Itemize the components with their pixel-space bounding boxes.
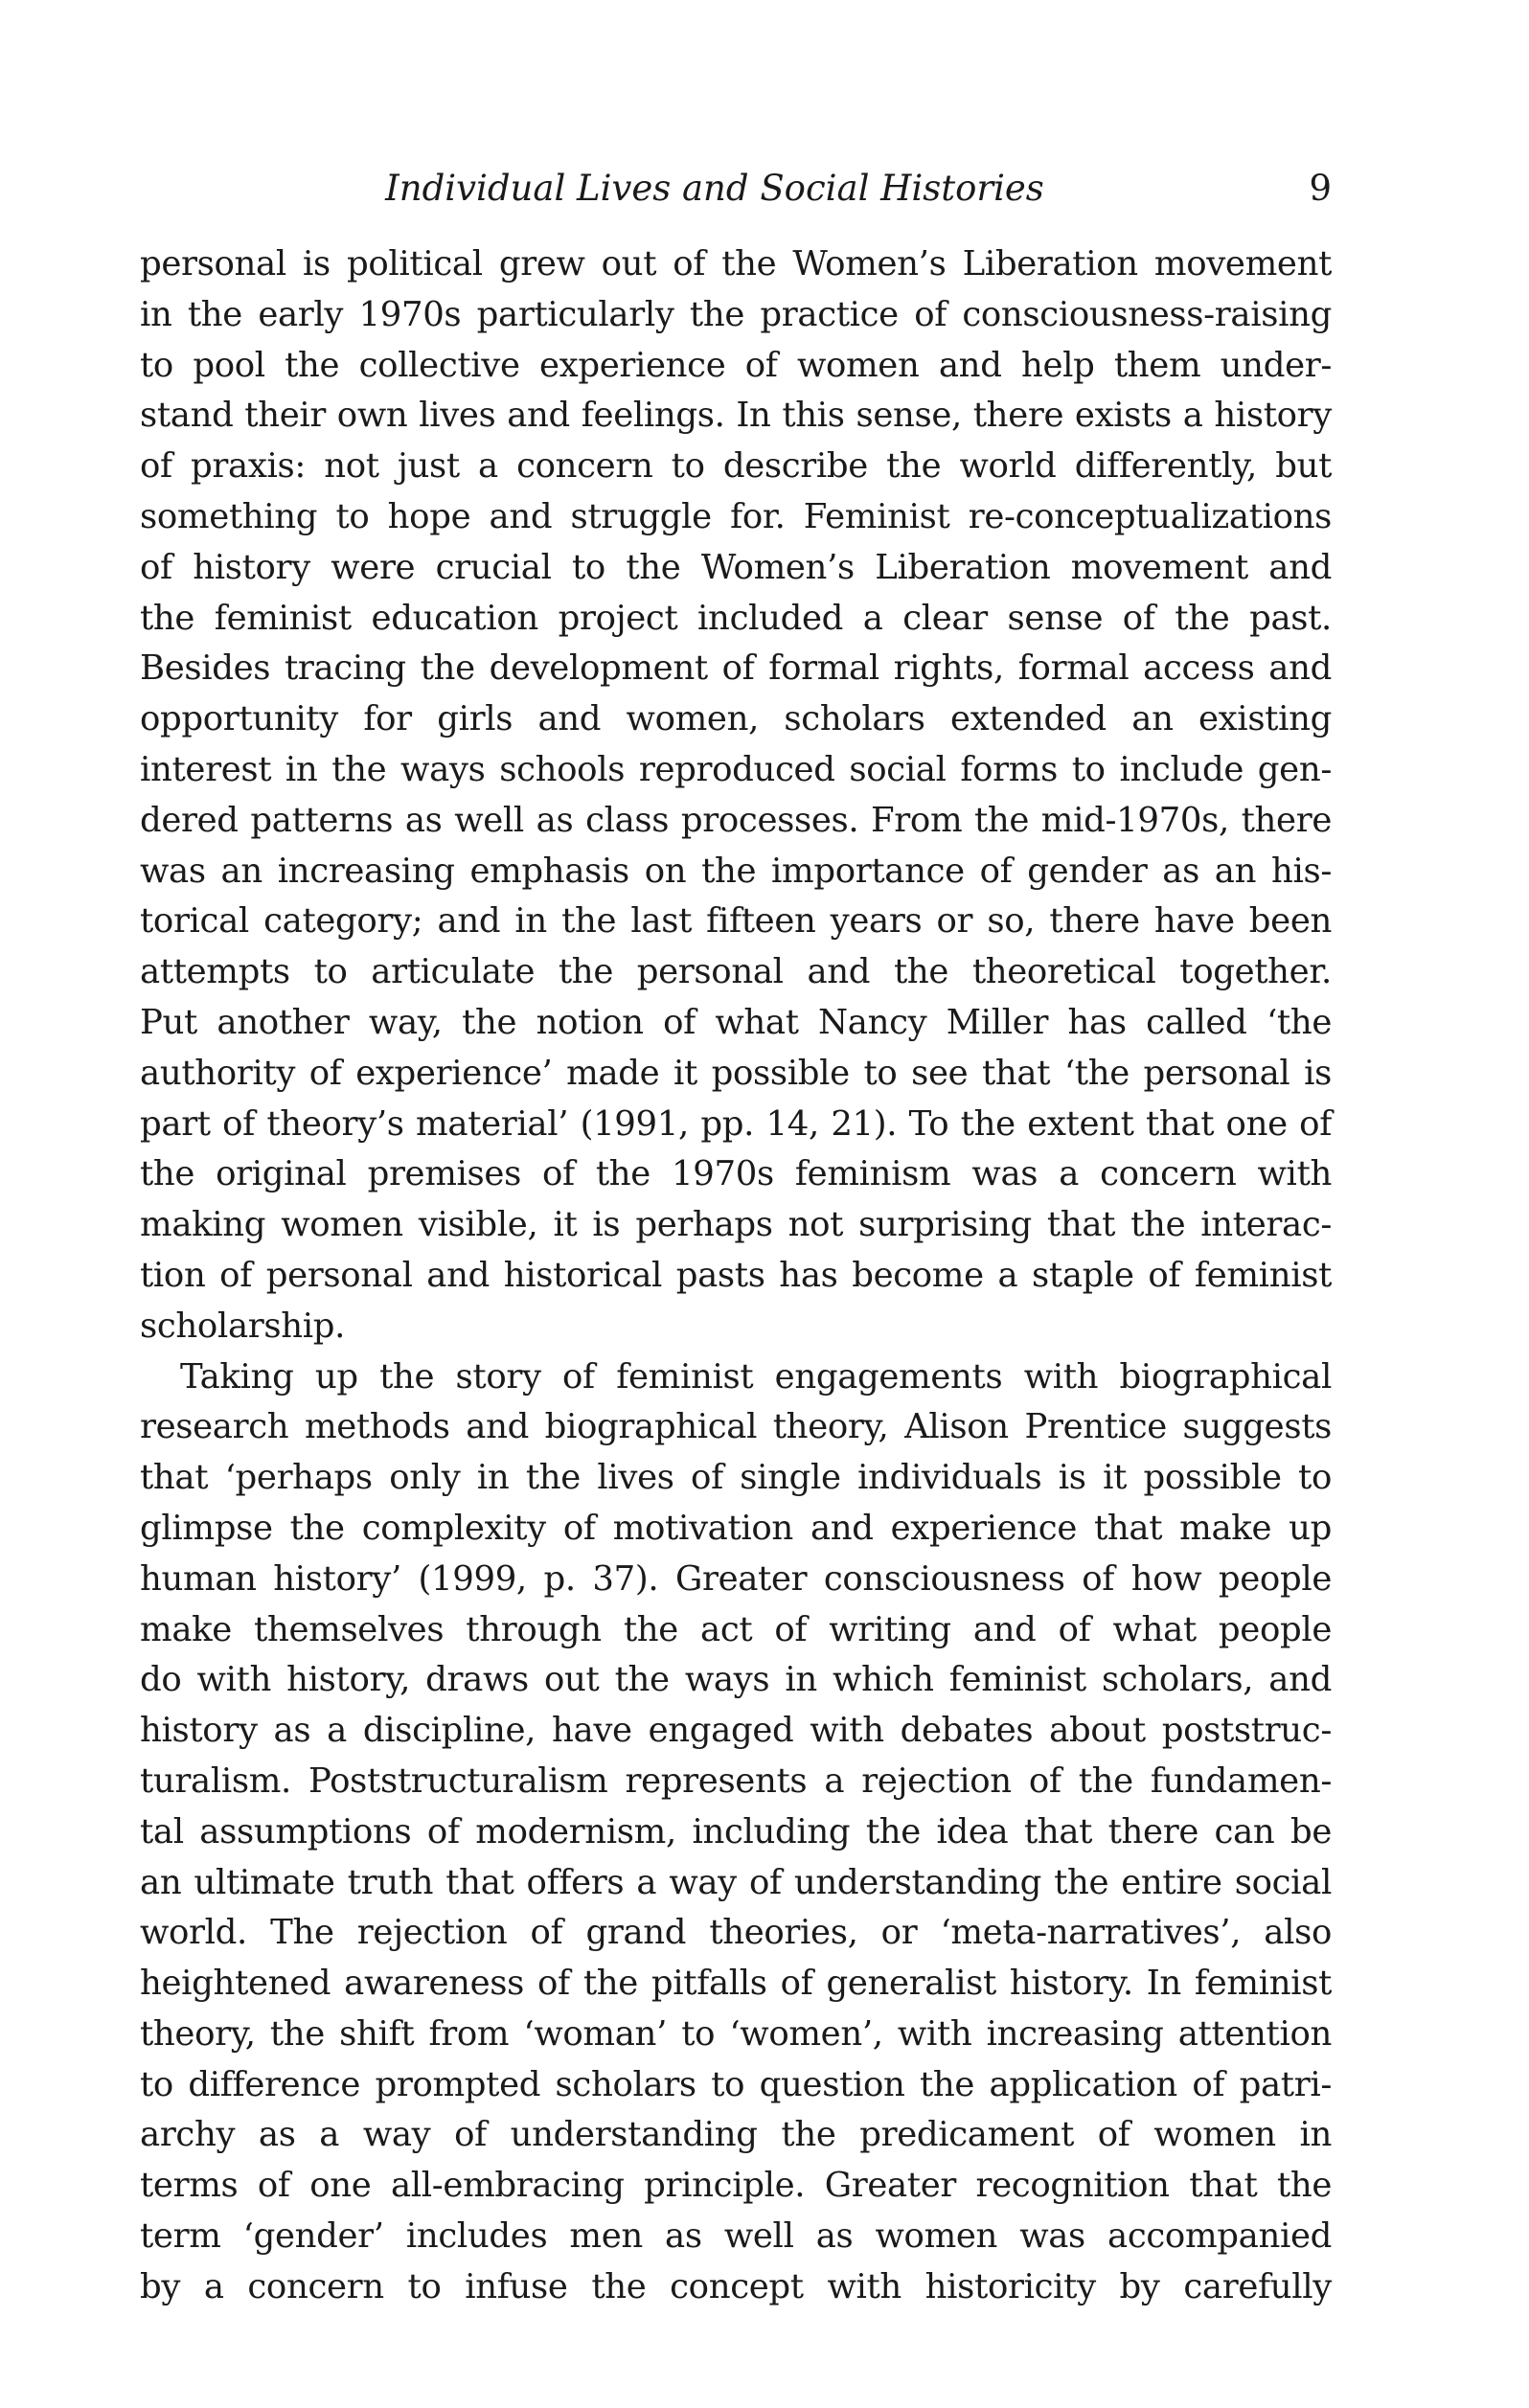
text-line: part of theory’s material’ (1991, pp. 14, 21). To the extent that one of xyxy=(140,1103,1332,1144)
text-line: that ‘perhaps only in the lives of single individuals is it possible to xyxy=(140,1458,1332,1498)
text-line: in the early 1970s particularly the practice of consciousness-raising xyxy=(140,294,1332,334)
text-line: of praxis: not just a concern to describe the world differently, but xyxy=(140,446,1332,487)
text-line: personal is political grew out of the Women’s Liberation movement xyxy=(140,244,1332,284)
text-line: scholarship. xyxy=(140,1306,346,1346)
paragraph xyxy=(140,239,1332,1352)
body-text xyxy=(140,239,1332,2313)
running-head xyxy=(140,165,1332,213)
text-line: do with history, draws out the ways in which feminist scholars, and xyxy=(140,1660,1332,1700)
text-line: Besides tracing the development of formal rights, formal access and xyxy=(140,648,1332,689)
text-line: Put another way, the notion of what Nancy Miller has called ‘the xyxy=(140,1002,1332,1042)
text-line: the original premises of the 1970s feminism was a concern with xyxy=(140,1154,1332,1194)
text-line: stand their own lives and feelings. In this sense, there exists a history xyxy=(140,396,1332,436)
text-line: an ultimate truth that offers a way of understanding the entire social xyxy=(140,1862,1332,1902)
text-line: tal assumptions of modernism, including the idea that there can be xyxy=(140,1811,1332,1851)
text-line: to difference prompted scholars to question the application of patri- xyxy=(140,2064,1332,2104)
text-line: heightened awareness of the pitfalls of generalist history. In feminist xyxy=(140,1964,1332,2004)
text-line: was an increasing emphasis on the importance of gender as an his- xyxy=(140,851,1332,891)
paragraph xyxy=(140,1352,1332,2313)
text-line: glimpse the complexity of motivation and experience that make up xyxy=(140,1508,1332,1548)
text-line: of history were crucial to the Women’s Liberation movement and xyxy=(140,547,1332,587)
running-title: Individual Lives and Social Histories xyxy=(385,168,1044,209)
text-line: interest in the ways schools reproduced social forms to include gen- xyxy=(140,749,1332,789)
text-line: make themselves through the act of writing and of what people xyxy=(140,1609,1332,1649)
text-line: authority of experience’ made it possible to see that ‘the personal is xyxy=(140,1053,1332,1093)
text-line: history as a discipline, have engaged with debates about poststruc- xyxy=(140,1711,1332,1751)
text-line: the feminist education project included a clear sense of the past. xyxy=(140,598,1332,638)
text-line: opportunity for girls and women, scholars extended an existing xyxy=(140,699,1332,739)
text-line: human history’ (1999, p. 37). Greater consciousness of how people xyxy=(140,1558,1332,1599)
text-line: by a concern to infuse the concept with historicity by carefully xyxy=(140,2266,1332,2306)
text-line: attempts to articulate the personal and the theoretical together. xyxy=(140,952,1332,992)
text-line: Taking up the story of feminist engagements with biographical xyxy=(180,1356,1332,1397)
text-line: torical category; and in the last fifteen years or so, there have been xyxy=(140,901,1332,942)
text-line: theory, the shift from ‘woman’ to ‘women’, with increasing attention xyxy=(140,2013,1332,2054)
text-line: term ‘gender’ includes men as well as women was accompanied xyxy=(140,2216,1332,2257)
text-line: archy as a way of understanding the predicament of women in xyxy=(140,2115,1332,2155)
text-line: research methods and biographical theory, Alison Prentice suggests xyxy=(140,1407,1332,1447)
text-line: something to hope and struggle for. Feminist re-conceptualizations xyxy=(140,496,1332,536)
text-line: dered patterns as well as class processes. From the mid-1970s, there xyxy=(140,800,1332,840)
text-line: terms of one all-embracing principle. Greater recognition that the xyxy=(140,2166,1332,2206)
text-line: making women visible, it is perhaps not surprising that the interac- xyxy=(140,1205,1332,1245)
text-line: turalism. Poststructuralism represents a rejection of the fundamen- xyxy=(140,1761,1332,1801)
page-number: 9 xyxy=(1309,168,1332,209)
text-line: tion of personal and historical pasts has become a staple of feminist xyxy=(140,1255,1332,1295)
text-line: to pool the collective experience of women and help them under- xyxy=(140,345,1332,385)
text-line: world. The rejection of grand theories, or ‘meta-narratives’, also xyxy=(140,1913,1332,1953)
